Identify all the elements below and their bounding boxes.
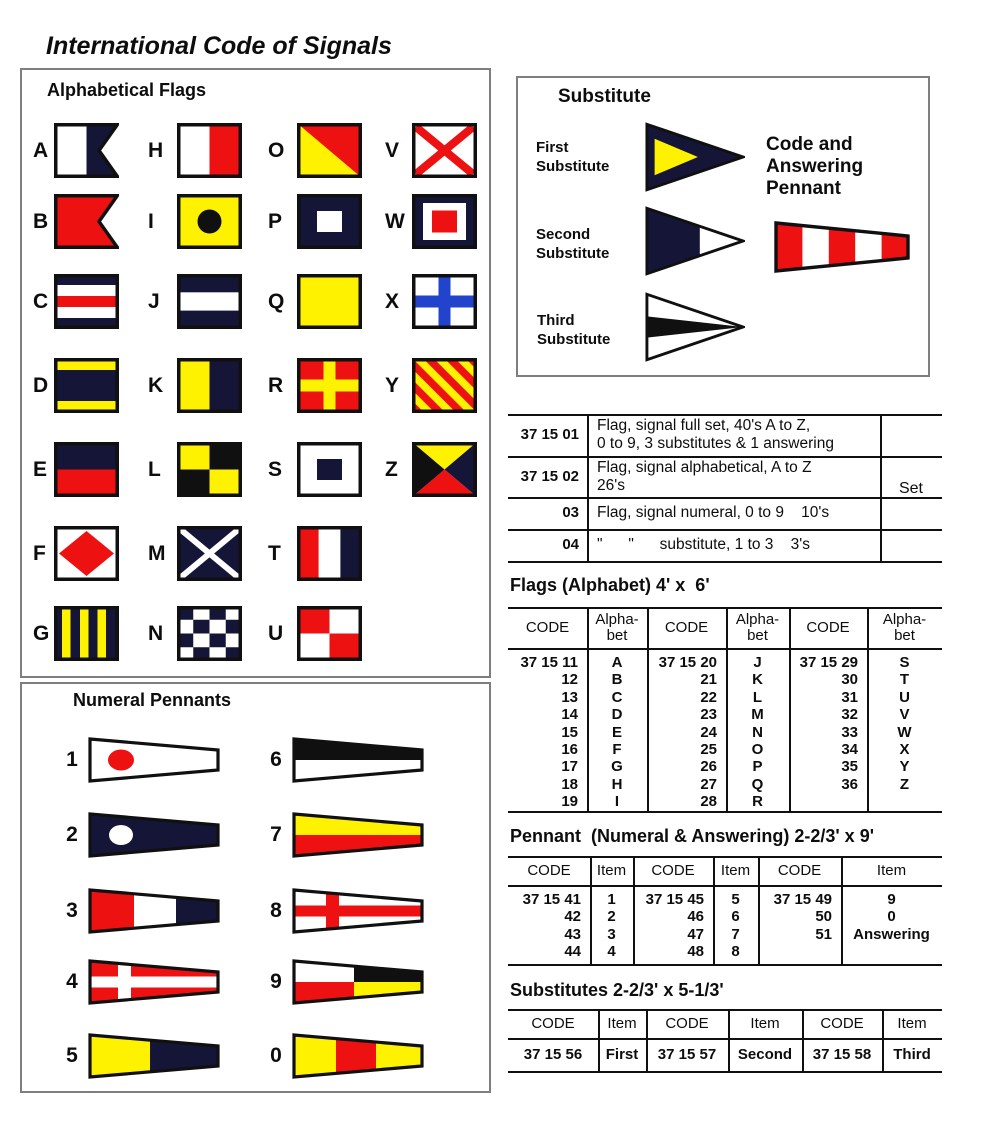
flag-m-letter: M <box>148 541 166 565</box>
alphabetical-flags-heading: Alphabetical Flags <box>47 80 207 100</box>
flag-z <box>385 442 477 497</box>
flag-x <box>385 274 477 329</box>
flag-l-letter: L <box>148 457 161 481</box>
pennant-7-icon <box>292 812 424 858</box>
flag-n-icon <box>177 606 242 661</box>
flag-t <box>268 526 362 581</box>
set-row-desc: Flag, signal full set, 40's A to Z, 0 to 9, 3 substitutes & 1 answering <box>597 417 834 452</box>
substitutes-col-header: Item <box>607 1014 637 1032</box>
flag-g-icon <box>54 606 119 661</box>
flag-l-icon <box>177 442 242 497</box>
flag-b-letter: B <box>33 209 49 233</box>
answering-pennant-icon <box>774 221 910 273</box>
flag-x-letter: X <box>385 289 400 313</box>
pennant-3-label: 3 <box>66 899 78 922</box>
flag-m <box>148 526 242 581</box>
pennant-items-col2: 5 6 7 8 <box>731 891 740 961</box>
flag-r-icon <box>297 358 362 413</box>
flag-o <box>268 123 362 178</box>
pennant-items-col3: 9 0 Answering <box>853 891 930 943</box>
pennant-9 <box>260 959 424 1005</box>
pennant-codes-col2: 37 15 45 46 47 48 <box>645 891 704 961</box>
flag-u-icon <box>297 606 362 661</box>
pennant-table-rule <box>508 885 942 887</box>
pennant-1-icon <box>88 737 220 783</box>
alphabet-col-header: Alpha- bet <box>882 610 927 644</box>
first-substitute-label: First Substitute <box>536 139 610 175</box>
alphabet-codes-col3: 37 15 29 30 31 32 33 34 35 36 <box>799 654 858 793</box>
pennant-3 <box>56 888 220 934</box>
alphabet-table-heading: Flags (Alphabet) 4' x 6' <box>510 575 710 595</box>
flag-b <box>33 194 119 249</box>
set-row-desc: Flag, signal numeral, 0 to 9 10's <box>597 504 830 521</box>
substitutes-col-header: CODE <box>531 1014 575 1032</box>
flag-g-letter: G <box>33 621 50 645</box>
substitutes-col-header: CODE <box>665 1014 709 1032</box>
flag-g <box>33 606 119 661</box>
set-row-code: 37 15 01 <box>520 426 579 444</box>
set-row-code: 37 15 02 <box>520 467 579 485</box>
pennant-4-icon <box>88 959 220 1005</box>
third-substitute-icon <box>645 292 745 362</box>
substitutes-col-header: Item <box>750 1014 780 1032</box>
pennant-0 <box>260 1033 424 1079</box>
pennant-7 <box>260 812 424 858</box>
pennant-9-label: 9 <box>270 970 282 993</box>
flag-j-icon <box>177 274 242 329</box>
flag-y-icon <box>412 358 477 413</box>
alphabet-letters-col3: S T U V W X Y Z <box>897 654 912 793</box>
flag-e <box>33 442 119 497</box>
alphabet-letters-col2: J K L M N O P Q R <box>751 654 764 811</box>
pennant-5-icon <box>88 1033 220 1079</box>
alphabet-col-header: CODE <box>806 618 850 636</box>
flag-r <box>268 358 362 413</box>
pennant-col-header: Item <box>876 861 907 879</box>
flag-b-icon <box>54 194 119 249</box>
flag-k-icon <box>177 358 242 413</box>
substitutes-cell: 37 15 57 <box>657 1045 717 1063</box>
flag-w <box>385 194 477 249</box>
first-substitute-icon <box>645 122 745 192</box>
pennant-codes-col1: 37 15 41 42 43 44 <box>522 891 581 961</box>
flag-s-icon <box>297 442 362 497</box>
flag-d-icon <box>54 358 119 413</box>
flag-f-icon <box>54 526 119 581</box>
pennant-5-label: 5 <box>66 1044 78 1067</box>
substitutes-table-heading: Substitutes 2-2/3' x 5-1/3' <box>510 980 724 1000</box>
alphabet-col-header: Alpha- bet <box>735 610 780 644</box>
flag-a <box>33 123 119 178</box>
second-substitute-label: Second Substitute <box>536 226 610 262</box>
alphabet-col-header: Alpha- bet <box>595 610 639 644</box>
pennant-4-label: 4 <box>66 970 78 993</box>
second-substitute-icon <box>645 206 745 276</box>
flag-k <box>148 358 242 413</box>
substitutes-cell: 37 15 56 <box>523 1045 583 1063</box>
set-row-code: 03 <box>562 504 579 522</box>
flag-q-letter: Q <box>268 289 285 313</box>
flag-p-letter: P <box>268 209 283 233</box>
pennant-4 <box>56 959 220 1005</box>
flag-z-letter: Z <box>385 457 398 481</box>
flag-y <box>385 358 477 413</box>
pennant-col-header: CODE <box>777 861 822 879</box>
pennant-col-header: Item <box>596 861 627 879</box>
flag-j-letter: J <box>148 289 160 313</box>
pennant-col-header: CODE <box>651 861 695 879</box>
set-row-code: 04 <box>562 536 579 554</box>
set-row-desc: " " substitute, 1 to 3 3's <box>597 536 810 553</box>
set-table-rule <box>587 414 589 563</box>
pennant-3-icon <box>88 888 220 934</box>
flag-h-icon <box>177 123 242 178</box>
flag-f <box>33 526 119 581</box>
pennant-8-icon <box>292 888 424 934</box>
pennant-col-header: Item <box>720 861 751 879</box>
flag-i-letter: I <box>148 209 154 233</box>
pennant-col-header: CODE <box>527 861 571 879</box>
set-group-label: Set <box>898 479 923 497</box>
flag-h-letter: H <box>148 138 164 162</box>
flag-t-icon <box>297 526 362 581</box>
substitutes-cell: Third <box>893 1045 931 1063</box>
flag-a-letter: A <box>33 138 49 162</box>
pennant-0-label: 0 <box>270 1044 282 1067</box>
flag-v-icon <box>412 123 477 178</box>
flag-q <box>268 274 362 329</box>
pennant-codes-col3: 37 15 49 50 51 <box>773 891 832 943</box>
pennant-2 <box>56 812 220 858</box>
flag-s <box>268 442 362 497</box>
flag-k-letter: K <box>148 373 164 397</box>
flag-e-icon <box>54 442 119 497</box>
set-table-rule <box>508 561 942 563</box>
flag-s-letter: S <box>268 457 283 481</box>
flag-z-icon <box>412 442 477 497</box>
flag-p-icon <box>297 194 362 249</box>
substitutes-table-rule <box>508 1071 942 1073</box>
pennant-5 <box>56 1033 220 1079</box>
set-row-desc: Flag, signal alphabetical, A to Z 26's <box>597 458 812 494</box>
pennant-8 <box>260 888 424 934</box>
flag-w-letter: W <box>385 209 405 233</box>
flag-w-icon <box>412 194 477 249</box>
flag-o-letter: O <box>268 138 285 162</box>
pennant-6-label: 6 <box>270 748 282 771</box>
flag-n <box>148 606 242 661</box>
flag-p <box>268 194 362 249</box>
flag-d-letter: D <box>33 373 49 397</box>
flag-h <box>148 123 242 178</box>
substitutes-cell: 37 15 58 <box>812 1045 872 1063</box>
pennant-table-rule <box>508 964 942 966</box>
flag-v-letter: V <box>385 138 400 162</box>
flag-m-icon <box>177 526 242 581</box>
flag-x-icon <box>412 274 477 329</box>
pennant-2-icon <box>88 812 220 858</box>
pennant-9-icon <box>292 959 424 1005</box>
alphabet-col-header: CODE <box>525 618 570 636</box>
pennant-1 <box>56 737 220 783</box>
pennant-table-heading: Pennant (Numeral & Answering) 2-2/3' x 9' <box>510 826 874 846</box>
numeral-pennants-heading: Numeral Pennants <box>73 690 232 710</box>
pennant-7-label: 7 <box>270 823 282 846</box>
flag-d <box>33 358 119 413</box>
flag-v <box>385 123 477 178</box>
substitutes-col-header: Item <box>897 1014 927 1032</box>
pennant-6 <box>260 737 424 783</box>
pennant-2-label: 2 <box>66 823 78 846</box>
flag-i <box>148 194 242 249</box>
flag-o-icon <box>297 123 362 178</box>
alphabet-letters-col1: A B C D E F G H I <box>611 654 623 811</box>
substitute-heading: Substitute <box>558 86 651 107</box>
pennant-items-col1: 1 2 3 4 <box>607 891 616 961</box>
alphabet-col-header: CODE <box>664 618 709 636</box>
flag-n-letter: N <box>148 621 164 645</box>
flag-u-letter: U <box>268 621 284 645</box>
flag-l <box>148 442 242 497</box>
flag-y-letter: Y <box>385 373 400 397</box>
flag-j <box>148 274 242 329</box>
flag-c-letter: C <box>33 289 49 313</box>
alphabet-codes-col2: 37 15 20 21 22 23 24 25 26 27 28 <box>658 654 717 811</box>
pennant-0-icon <box>292 1033 424 1079</box>
alphabet-table-rule <box>508 648 942 650</box>
third-substitute-label: Third Substitute <box>537 312 611 348</box>
flag-e-letter: E <box>33 457 48 481</box>
substitutes-col-header: CODE <box>820 1014 864 1032</box>
alphabet-codes-col1: 37 15 11 12 13 14 15 16 17 18 19 <box>520 654 578 811</box>
flag-q-icon <box>297 274 362 329</box>
flag-a-icon <box>54 123 119 178</box>
flag-i-icon <box>177 194 242 249</box>
flag-u <box>268 606 362 661</box>
flag-f-letter: F <box>33 541 46 565</box>
substitutes-cell: First <box>605 1045 639 1063</box>
pennant-1-label: 1 <box>66 748 78 771</box>
flag-t-letter: T <box>268 541 281 565</box>
flag-c-icon <box>54 274 119 329</box>
pennant-8-label: 8 <box>270 899 282 922</box>
flag-r-letter: R <box>268 373 284 397</box>
page-title: International Code of Signals <box>46 32 392 60</box>
code-answering-label: Code and Answering Pennant <box>766 134 864 199</box>
substitutes-cell: Second <box>737 1045 793 1063</box>
pennant-6-icon <box>292 737 424 783</box>
flag-c <box>33 274 119 329</box>
